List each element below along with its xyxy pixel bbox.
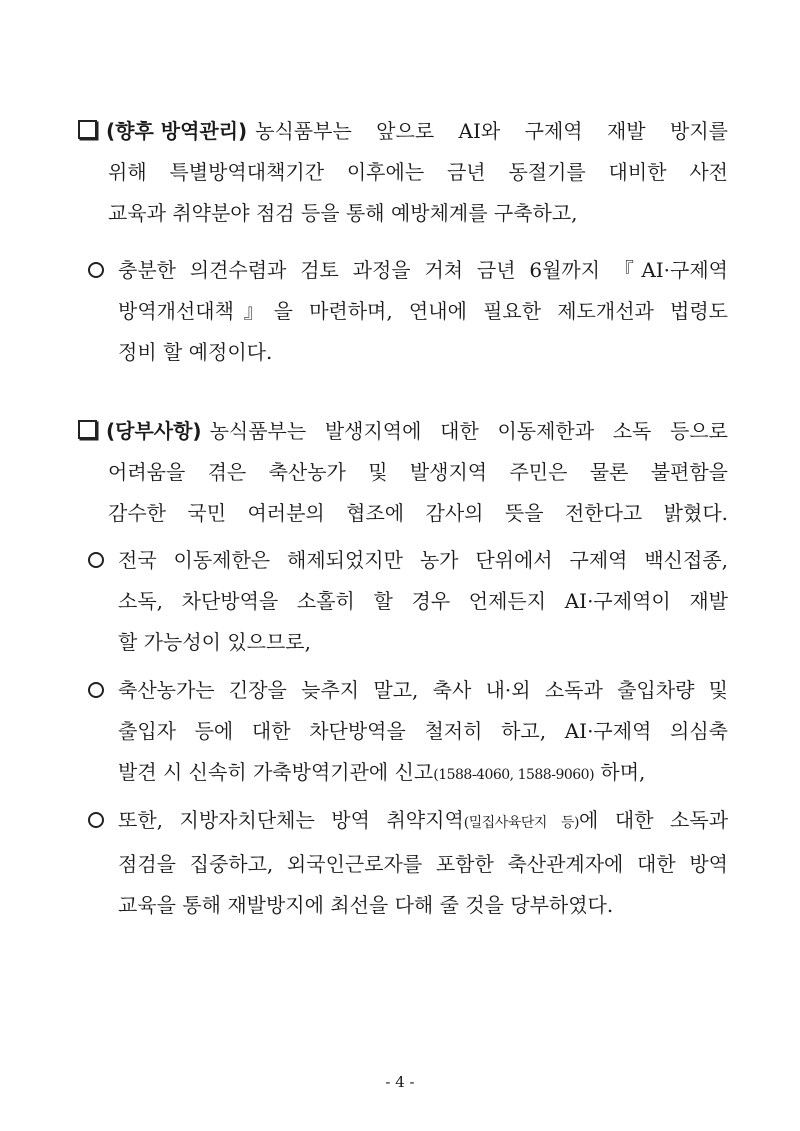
bullet-circle-icon (88, 262, 104, 278)
bullet-text-line: 방역개선대책』을 마련하며, 연내에 필요한 제도개선과 법령도 (118, 299, 728, 323)
bullet-item (88, 800, 728, 926)
area-note: (밀집사육단지 등) (463, 815, 580, 831)
section-text-line: 어려움을 겪은 축산농가 및 발생지역 주민은 물론 불편함을 (108, 460, 728, 484)
section-text-line: 위해 특별방역대책기간 이후에는 금년 동절기를 대비한 사전 (108, 160, 728, 184)
bullet-text-line: 점검을 집중하고, 외국인근로자를 포함한 축산관계자에 대한 방역 (118, 852, 728, 876)
bullet-item (88, 540, 728, 663)
bullet-text-line: 충분한 의견수렴과 검토 과정을 거쳐 금년 6월까지 『AI·구제역 (118, 258, 728, 282)
section-request (78, 411, 728, 534)
bullet-text-line: 할 가능성이 있으므로, (118, 630, 311, 654)
bullet-text-line: 교육을 통해 재발방지에 최선을 다해 줄 것을 당부하였다. (118, 893, 614, 917)
bullet-circle-icon (88, 552, 104, 568)
bullet-text-line: 정비 할 예정이다. (118, 340, 273, 364)
bullet-circle-icon (88, 812, 104, 828)
report-text: 발견 시 신속히 가축방역기관에 신고 (118, 760, 434, 784)
section-future-management (78, 111, 728, 234)
bullet-item (88, 250, 728, 373)
bullet-circle-icon (88, 682, 104, 698)
bullet-text-line (118, 800, 728, 844)
checkbox-square-icon (78, 120, 97, 139)
section-label: (당부사항) (106, 419, 202, 443)
local-gov-text: 또한, 지방자치단체는 방역 취약지역 (118, 808, 464, 832)
local-gov-text-end: 에 대한 소독과 (579, 808, 729, 832)
bullet-text-line: 소독, 차단방역을 소홀히 할 경우 언제든지 AI·구제역이 재발 (118, 589, 728, 613)
hotline-numbers: (1588-4060, 1588-9060) (433, 767, 595, 783)
section-label: (향후 방역관리) (106, 119, 248, 143)
section-text-line: 교육과 취약분야 점검 등을 통해 예방체계를 구축하고, (108, 201, 578, 225)
page-number: - 4 - (385, 1073, 415, 1091)
section-text-line: 농식품부는 발생지역에 대한 이동제한과 소독 등으로 (209, 419, 728, 443)
section-text-line: 농식품부는 앞으로 AI와 구제역 재발 방지를 (255, 119, 728, 143)
bullet-text-line (88, 752, 728, 796)
section-text-line: 감수한 국민 여러분의 협조에 감사의 뜻을 전한다고 밝혔다. (108, 501, 728, 525)
checkbox-square-icon (78, 420, 97, 439)
bullet-text-line: 축산농가는 긴장을 늦추지 말고, 축사 내·외 소독과 출입차량 및 (118, 678, 728, 702)
report-text-end: 하며, (594, 760, 646, 784)
bullet-item (88, 670, 728, 796)
bullet-text-line: 전국 이동제한은 해제되었지만 농가 단위에서 구제역 백신접종, (118, 548, 728, 572)
bullet-text-line: 출입자 등에 대한 차단방역을 철저히 하고, AI·구제역 의심축 (118, 719, 728, 743)
